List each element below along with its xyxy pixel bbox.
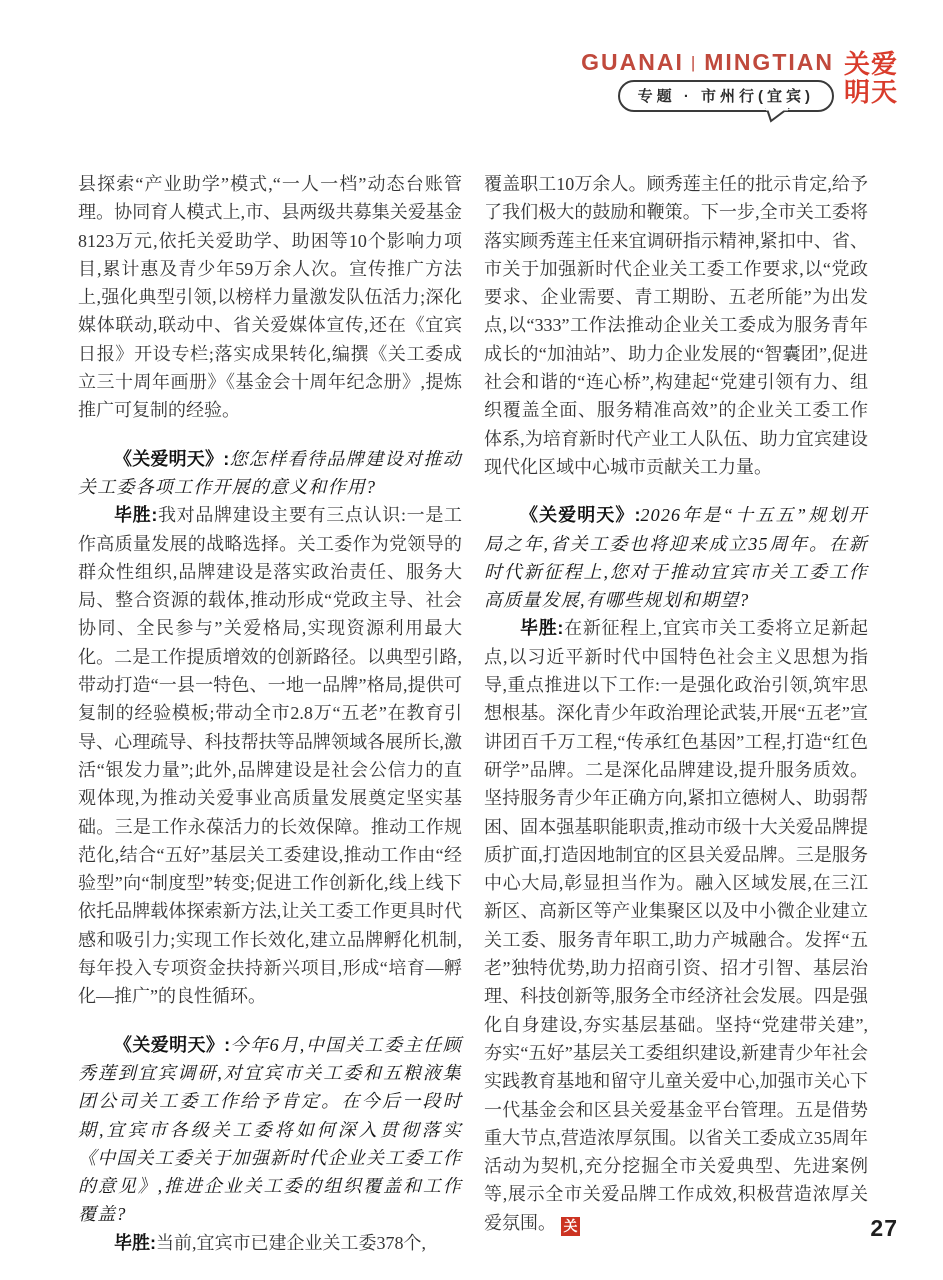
left-column — [78, 170, 462, 1257]
paragraph-text: 县探索“产业助学”模式,“一人一档”动态台账管理。协同育人模式上,市、县两级共募集关爱基金8123万元,依托关爱助学、助困等10个影响力项目,累计惠及青少年59万余人次。宣传推广方法上,强化典型引领,以榜样力量激发队伍活力;深化媒体联动,联动中、省关爱媒体宣传,还在《宜宾日报》开设专栏;落实成果转化,编撰《关工委成立三十周年画册》《基金会十周年纪念册》,提炼推广可复制的经验。 — [78, 174, 462, 421]
question-text: 2026年是“十五五”规划开局之年,省关工委也将迎来成立35周年。在新时代新征程上,您对于推动宜宾市关工委工作高质量发展,有哪些规划和期望? — [484, 505, 868, 611]
question-text: 今年6月,中国关工委主任顾秀莲到宜宾调研,对宜宾市关工委和五粮液集团公司关工委工作给予肯定。在今后一段时期,宜宾市各级关工委将如何深入贯彻落实《中国关工委关于加强新时代企业关工委工作的意见》,推进企业关工委的组织覆盖和工作覆盖? — [78, 1034, 462, 1225]
question-text: 您怎样看待品牌建设对推动关工委各项工作开展的意义和作用? — [78, 448, 462, 497]
section-tab-label: 专题 · 市州行(宜宾) — [637, 88, 814, 106]
interview-question — [78, 1031, 462, 1229]
page-header — [581, 50, 898, 112]
section-tab — [618, 80, 834, 112]
logo-chinese-line2: 明天 — [843, 77, 898, 108]
paragraph-text: 覆盖职工10万余人。顾秀莲主任的批示肯定,给予了我们极大的鼓励和鞭策。下一步,全市关工委将落实顾秀莲主任来宜调研指示精神,紧扣中、省、市关于加强新时代企业关工委工作要求,以“党政要求、企业需要、青工期盼、五老所能”为出发点,以“333”工作法推动企业关工委成为服务青年成长的“加油站”、助力企业发展的“智囊团”,促进社会和谐的“连心桥”,构建起“党建引领有力、组织覆盖全面、服务精准高效”的企业关工委工作体系,为培育新时代产业工人队伍、助力宜宾建设现代化区域中心城市贡献关工力量。 — [484, 174, 868, 477]
article-end-mark: 关 — [561, 1217, 580, 1236]
interviewee-label: 毕胜: — [520, 618, 564, 639]
magazine-logo-chinese — [844, 50, 898, 106]
paragraph-continuation — [78, 170, 462, 425]
logo-chinese-line1: 关爱 — [843, 49, 898, 79]
interviewer-label: 《关爱明天》: — [520, 505, 641, 526]
interview-question — [78, 445, 462, 502]
logo-separator: | — [690, 53, 698, 72]
interviewee-label: 毕胜: — [114, 505, 158, 526]
right-column — [484, 170, 868, 1257]
answer-text: 当前,宜宾市已建企业关工委378个, — [156, 1232, 426, 1253]
interview-answer — [78, 1229, 462, 1257]
answer-text: 在新征程上,宜宾市关工委将立足新起点,以习近平新时代中国特色社会主义思想为指导,重点推进以下工作:一是强化政治引领,筑牢思想根基。深化青少年政治理论武装,开展“五老”宣讲团百千万工程,“传承红色基因”工程,打造“红色研学”品牌。二是深化品牌建设,提升服务质效。坚持服务青少年正确方向,紧扣立德树人、助弱帮困、固本强基职能职责,推动市级十大关爱品牌提质扩面,打造因地制宜的区县关爱品牌。三是服务中心大局,彰显担当作为。融入区域发展,在三江新区、高新区等产业集聚区以及中小微企业建立关工委、服务青年职工,助力产城融合。发挥“五老”独特优势,助力招商引资、招才引智、基层治理、科技创新等,服务全市经济社会发展。四是强化自身建设,夯实基层基础。坚持“党建带关建”,夯实“五好”基层关工委组织建设,新建青少年社会实践教育基地和留守儿童关爱中心,加强市关心下一代基金会和区县关爱基金平台管理。五是借势重大节点,营造浓厚氛围。以省关工委成立35周年活动为契机,充分挖掘全市关爱典型、先进案例等,展示全市关爱品牌工作成效,积极营造浓厚关爱氛围。 — [484, 618, 868, 1233]
interviewee-label: 毕胜: — [114, 1232, 156, 1253]
header-text-block — [581, 50, 834, 112]
paragraph-continuation — [484, 170, 868, 481]
magazine-logo-latin — [581, 50, 834, 75]
interview-answer — [484, 614, 868, 1237]
article-body — [78, 170, 868, 1257]
interview-answer — [78, 501, 462, 1010]
interviewer-label: 《关爱明天》: — [114, 1034, 231, 1055]
interview-question — [484, 501, 868, 614]
interviewer-label: 《关爱明天》: — [114, 448, 230, 469]
logo-latin-right: MINGTIAN — [704, 49, 834, 75]
answer-text: 我对品牌建设主要有三点认识:一是工作高质量发展的战略选择。关工委作为党领导的群众性组织,品牌建设是落实政治责任、服务大局、整合资源的载体,推动形成“党政主导、社会协同、全民参与”关爱格局,实现资源利用最大化。二是工作提质增效的创新路径。以典型引路,带动打造“一县一特色、一地一品牌”格局,提供可复制的经验模板;带动全市2.8万“五老”在教育引导、心理疏导、科技帮扶等品牌领域各展所长,激活“银发力量”;此外,品牌建设是社会公信力的直观体现,为推动关爱事业高质量发展奠定坚实基础。三是工作永葆活力的长效保障。推动工作规范化,结合“五好”基层关工委建设,推动工作由“经验型”向“制度型”转变;促进工作创新化,线上线下依托品牌载体探索新方法,让关工委工作更具时代感和吸引力;实现工作长效化,建立品牌孵化机制,每年投入专项资金扶持新兴项目,形成“培育—孵化—推广”的良性循环。 — [78, 505, 463, 1007]
logo-latin-left: GUANAI — [581, 49, 684, 75]
speech-bubble-tail-icon — [764, 108, 790, 123]
page-number: 27 — [870, 1215, 898, 1241]
